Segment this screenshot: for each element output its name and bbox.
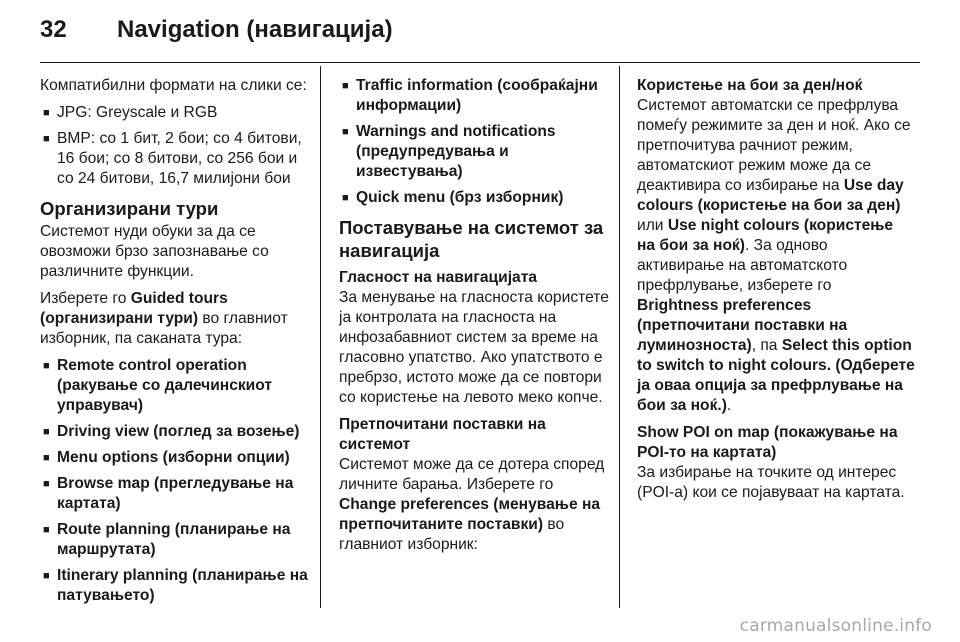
- bullet-icon: ■: [43, 133, 50, 145]
- list-item: ■ Itinerary planning (планирање на патувањето): [43, 567, 308, 604]
- column-divider-left: [320, 66, 321, 608]
- bullet-icon: ■: [43, 360, 50, 372]
- formats-intro: Компатибилни формати на слики се:: [40, 77, 307, 94]
- column-3: [637, 76, 915, 510]
- bullet-icon: ■: [43, 426, 50, 438]
- list-item: ■ Remote control operation (ракување со далечинскиот управувач): [43, 357, 273, 414]
- list-item: ■ Menu options (изборни опции): [43, 449, 290, 466]
- day-night-colours-text: Системот автоматски се префрлува помеѓу режимите за ден и ноќ. Ако се претпочитува рачниот режим, автоматскиот режим може да се деактивира со избирање на Use day colours (користење на бои за ден) или Use night colours (користење на бои за ноќ). За одново активирање на автоматското префрлување, изберете го Brightness preferences (претпочитани поставки на луминозноста), па Select this option to switch to night colours. (Одберете ја оваа опција за префрлување на бои за ноќ.).: [637, 97, 915, 414]
- subheading-day-night-colours: Користење на бои за ден/ноќ: [637, 77, 863, 94]
- page-header: [40, 14, 920, 54]
- subheading-voice-volume: Гласност на навигацијата: [339, 269, 538, 286]
- bullet-icon: ■: [43, 570, 50, 582]
- tours-select-instruction: Изберете го Guided tours (организирани тури) во главниот изборник, па саканата тура:: [40, 290, 288, 347]
- bullet-icon: ■: [43, 107, 50, 119]
- list-item: ■ Driving view (поглед за возење): [43, 423, 300, 440]
- system-preferences-text: Системот може да се дотера според личните барања. Изберете го Change preferences (менување на претпочитаните поставки) во главниот изборник:: [339, 456, 605, 553]
- column-1: [40, 76, 310, 612]
- formats-list: [40, 103, 310, 189]
- page-number: 32: [40, 16, 67, 43]
- list-item: ■ Quick menu (брз изборник): [342, 189, 564, 206]
- tours-list: [40, 356, 310, 606]
- list-item: ■ JPG: Greyscale и RGB: [43, 104, 218, 121]
- tours-description: Системот нуди обуки за да се овозможи брзо запознавање со различните функции.: [40, 223, 269, 280]
- voice-volume-text: За менување на гласноста користете ја контролата на гласноста на инфозабавниот систем за време на гласовно упатство. Ако упатството е пребрзо, истото може да се повтори со користење на левото меко копче.: [339, 289, 609, 406]
- column-divider-right: [619, 66, 620, 608]
- list-item: ■ Route planning (планирање на маршрутата): [43, 521, 291, 558]
- header-rule: [40, 62, 920, 63]
- bullet-icon: ■: [342, 192, 349, 204]
- bullet-icon: ■: [43, 452, 50, 464]
- list-item: ■ BMP: со 1 бит, 2 бои; со 4 битови, 16 бои; со 8 битови, со 256 бои и со 24 битови, 16,7 милијони бои: [43, 130, 302, 187]
- tours-list-continued: [339, 76, 609, 208]
- watermark: carmanualsonline.info: [739, 616, 932, 636]
- bullet-icon: ■: [342, 80, 349, 92]
- bullet-icon: ■: [342, 126, 349, 138]
- bullet-icon: ■: [43, 478, 50, 490]
- list-item: ■ Traffic information (сообраќајни информации): [342, 77, 598, 114]
- column-2: [339, 76, 609, 562]
- page-title: Navigation (навигација): [117, 16, 393, 43]
- subheading-show-poi: Show POI on map (покажување на POI-то на картата): [637, 424, 898, 461]
- section-heading-setup: Поставување на системот за навигација: [339, 217, 604, 261]
- show-poi-text: За избирање на точките од интерес (POI-а) кои се појавуваат на картата.: [637, 464, 905, 501]
- bullet-icon: ■: [43, 524, 50, 536]
- list-item: ■ Browse map (прегледување на картата): [43, 475, 294, 512]
- list-item: ■ Warnings and notifications (предупредувања и известувања): [342, 123, 556, 180]
- subheading-system-preferences: Претпочитани поставки на системот: [339, 416, 546, 453]
- section-heading-tours: Организирани тури: [40, 198, 219, 219]
